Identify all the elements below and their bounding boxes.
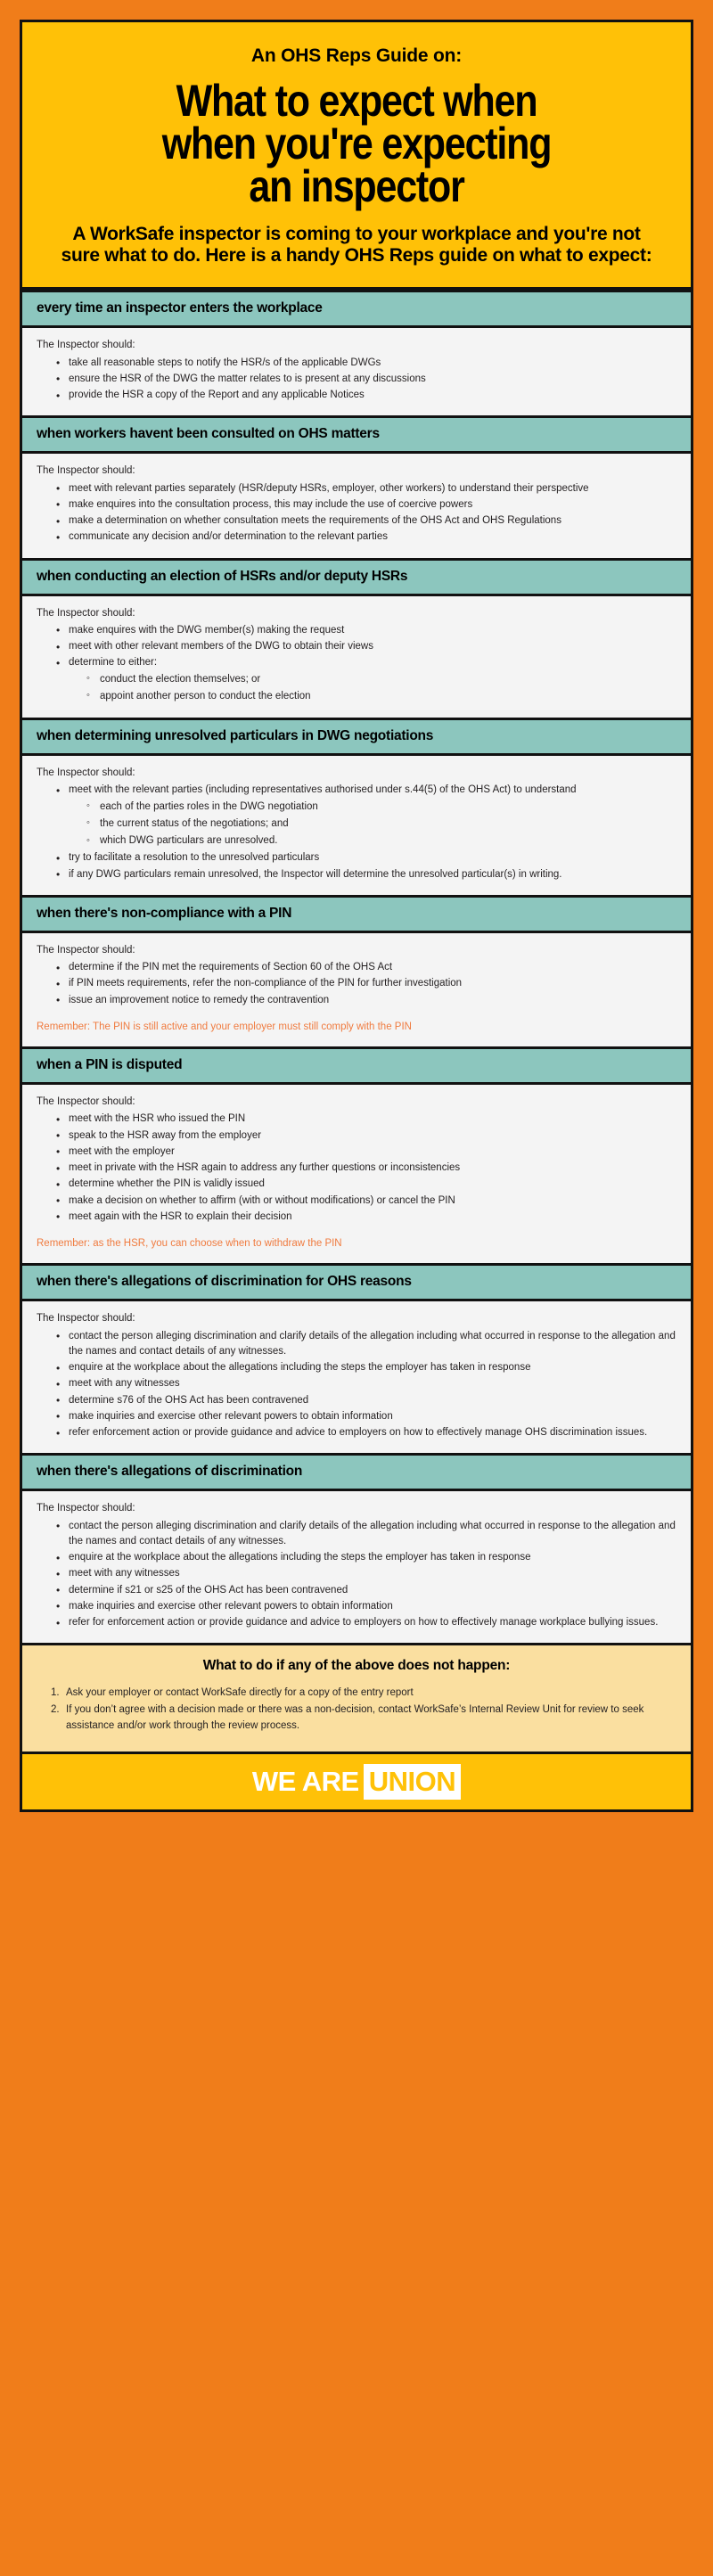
- bullet-item: [56, 623, 676, 638]
- headline-line-2: when you're expecting: [161, 119, 552, 168]
- remember-note: Remember: The PIN is still active and your employer must still comply with the PIN: [37, 1021, 412, 1032]
- bullet-text: issue an improvement notice to remedy the contravention: [69, 994, 330, 1005]
- bullet-list: [37, 783, 676, 882]
- header-headline: [91, 76, 623, 211]
- bullet-item: [56, 1583, 676, 1598]
- bullet-text: refer for enforcement action or provide guidance and advice to employers on how to effectively manage workplace bullying issues.: [69, 1617, 659, 1628]
- section-header: when there's allegations of discrimination: [22, 1453, 691, 1491]
- bullet-list: [37, 1519, 676, 1631]
- bullet-text: if PIN meets requirements, refer the non-compliance of the PIN for further investigation: [69, 978, 463, 989]
- bullet-item: [56, 1210, 676, 1225]
- bullet-text: speak to the HSR away from the employer: [69, 1129, 262, 1141]
- section-header: when conducting an election of HSRs and/or deputy HSRs: [22, 558, 691, 596]
- section-body: [22, 328, 691, 415]
- bullet-item: [56, 1360, 676, 1375]
- bullet-item: [56, 1161, 676, 1176]
- bullet-text: make inquiries and exercise other relevant powers to obtain information: [69, 1600, 393, 1612]
- bullet-item: [56, 850, 676, 866]
- section-lead: The Inspector should:: [37, 944, 135, 956]
- bullet-text: try to facilitate a resolution to the unresolved particulars: [69, 852, 320, 864]
- section-body: [22, 1491, 691, 1643]
- bullet-text: determine if the PIN met the requirements of Section 60 of the OHS Act: [69, 962, 393, 973]
- callout-title: What to do if any of the above does not happen:: [202, 1658, 511, 1674]
- bullet-item: [56, 1329, 676, 1360]
- bullet-text: make enquires with the DWG member(s) making the request: [69, 624, 345, 636]
- section-header: when a PIN is disputed: [22, 1046, 691, 1085]
- bullet-item: [56, 1425, 676, 1440]
- bullet-item: [56, 1376, 676, 1391]
- logo-union: UNION: [364, 1764, 461, 1800]
- callout-item: Ask your employer or contact WorkSafe directly for a copy of the entry report: [66, 1687, 414, 1699]
- bullet-text: make a decision on whether to affirm (with or without modifications) or cancel the PIN: [69, 1194, 455, 1206]
- section-header: when there's allegations of discrimination for OHS reasons: [22, 1263, 691, 1301]
- bullet-item: [56, 976, 676, 991]
- bullet-item: [56, 655, 676, 704]
- section-lead: The Inspector should:: [37, 767, 135, 779]
- section-body: [22, 596, 691, 718]
- callout-box: [22, 1643, 691, 1751]
- bullet-text: meet again with the HSR to explain their decision: [69, 1210, 292, 1222]
- bullet-item: [56, 1128, 676, 1144]
- callout-list: [38, 1686, 675, 1734]
- section-lead: The Inspector should:: [37, 1503, 135, 1514]
- bullet-item: [56, 783, 676, 849]
- bullet-item: [56, 497, 676, 513]
- bullet-list: [37, 356, 676, 404]
- bullet-list: [37, 960, 676, 1008]
- bullet-text: refer enforcement action or provide guidance and advice to employers on how to effectively manage OHS discrimination issues.: [69, 1427, 648, 1439]
- bullet-item: [56, 1409, 676, 1424]
- bullet-text: determine whether the PIN is validly issued: [69, 1178, 265, 1190]
- bullet-text: enquire at the workplace about the allegations including the steps the employer has taken in response: [69, 1552, 531, 1563]
- poster-header: [22, 22, 691, 290]
- bullet-text: make enquires into the consultation process, this may include the use of coercive powers: [69, 498, 473, 510]
- bullet-item: [56, 867, 676, 882]
- section-lead: The Inspector should:: [37, 1096, 135, 1108]
- bullet-item: [56, 356, 676, 371]
- sections-container: [22, 290, 691, 1643]
- bullet-item: [56, 372, 676, 387]
- bullet-text: take all reasonable steps to notify the HSR/s of the applicable DWGs: [69, 357, 381, 368]
- section-lead: The Inspector should:: [37, 465, 135, 477]
- bullet-list: [37, 1112, 676, 1225]
- bullet-item: [56, 1599, 676, 1614]
- section-lead: The Inspector should:: [37, 1313, 135, 1325]
- header-subhead: A WorkSafe inspector is coming to your workplace and you're not sure what to do. Here is a handy OHS Reps guide on what to expect:: [61, 224, 652, 266]
- headline-line-1: What to expect when: [176, 76, 537, 126]
- headline-line-3: an inspector: [249, 161, 464, 211]
- section-header: when there's non-compliance with a PIN: [22, 895, 691, 933]
- bullet-item: [56, 1194, 676, 1209]
- section-lead: The Inspector should:: [37, 607, 135, 619]
- bullet-text: determine if s21 or s25 of the OHS Act has been contravened: [69, 1584, 348, 1596]
- poster-card: [20, 20, 693, 1812]
- section-header: when determining unresolved particulars in DWG negotiations: [22, 718, 691, 756]
- bullet-text: meet with relevant parties separately (HSR/deputy HSRs, employer, other workers) to understand their perspective: [69, 482, 589, 494]
- bullet-item: [56, 1144, 676, 1160]
- bullet-item: [56, 1615, 676, 1630]
- sub-bullet-item: ◦ each of the parties roles in the DWG negotiation: [86, 800, 676, 815]
- bullet-text: enquire at the workplace about the allegations including the steps the employer has taken in response: [69, 1362, 531, 1374]
- bullet-item: [56, 960, 676, 975]
- bullet-list: [37, 481, 676, 546]
- bullet-item: [56, 1177, 676, 1192]
- bullet-text: ensure the HSR of the DWG the matter relates to is present at any discussions: [69, 373, 426, 384]
- bullet-item: [56, 639, 676, 654]
- bullet-text: meet with any witnesses: [69, 1568, 180, 1579]
- sub-bullet-list: [69, 672, 676, 705]
- bullet-text: meet with the HSR who issued the PIN: [69, 1113, 246, 1125]
- bullet-item: [56, 1519, 676, 1550]
- logo-we-are: WE ARE: [251, 1766, 359, 1798]
- bullet-item: [56, 1566, 676, 1581]
- bullet-text: meet with any witnesses: [69, 1378, 180, 1390]
- bullet-text: meet with other relevant members of the DWG to obtain their views: [69, 641, 373, 652]
- we-are-union-logo: [252, 1764, 461, 1800]
- bullet-text: determine s76 of the OHS Act has been contravened: [69, 1394, 309, 1406]
- bullet-item: [56, 481, 676, 496]
- section-lead: The Inspector should:: [37, 340, 135, 351]
- bullet-item: [56, 993, 676, 1008]
- bullet-item: [56, 1550, 676, 1565]
- sub-bullet-item: ◦ conduct the election themselves; or: [86, 672, 676, 687]
- section-body: [22, 1301, 691, 1453]
- callout-item: If you don’t agree with a decision made or there was a non-decision, contact WorkSafe’s Internal Review Unit for review to seek assistance and/or work through the review process.: [66, 1704, 644, 1732]
- section-body: [22, 1085, 691, 1263]
- sub-bullet-item: ◦ which DWG particulars are unresolved.: [86, 833, 676, 849]
- bullet-item: [56, 388, 676, 403]
- sub-bullet-item: ◦ the current status of the negotiations; and: [86, 816, 676, 832]
- section-body: [22, 756, 691, 895]
- remember-note: Remember: as the HSR, you can choose when to withdraw the PIN: [37, 1238, 342, 1250]
- section-header: every time an inspector enters the workplace: [22, 290, 691, 328]
- bullet-item: [56, 1112, 676, 1127]
- bullet-text: determine to either:: [69, 657, 158, 669]
- bullet-item: [56, 513, 676, 529]
- bullet-text: make a determination on whether consultation meets the requirements of the OHS Act and OHS Regulations: [69, 515, 561, 527]
- bullet-text: meet with the employer: [69, 1145, 175, 1157]
- bullet-text: meet in private with the HSR again to address any further questions or inconsistencies: [69, 1162, 461, 1174]
- header-kicker: An OHS Reps Guide on:: [250, 45, 463, 66]
- section-header: when workers havent been consulted on OHS matters: [22, 415, 691, 454]
- bullet-text: contact the person alleging discrimination and clarify details of the allegation including what occurred in response to the allegation and the names and contact details of any witnesses.: [69, 1330, 676, 1357]
- section-body: [22, 933, 691, 1046]
- bullet-list: [37, 1329, 676, 1441]
- bullet-item: [56, 1393, 676, 1408]
- bullet-text: provide the HSR a copy of the Report and any applicable Notices: [69, 390, 365, 401]
- bullet-text: make inquiries and exercise other relevant powers to obtain information: [69, 1410, 393, 1422]
- bullet-list: [37, 623, 676, 704]
- sub-bullet-list: [69, 800, 676, 849]
- bullet-text: contact the person alleging discrimination and clarify details of the allegation including what occurred in response to the allegation and the names and contact details of any witnesses.: [69, 1520, 676, 1546]
- bullet-item: [56, 529, 676, 545]
- bullet-text: communicate any decision and/or determination to the relevant parties: [69, 531, 388, 543]
- section-body: [22, 454, 691, 557]
- bullet-text: meet with the relevant parties (including representatives authorised under s.44(5) of the OHS Act) to understand: [69, 784, 577, 796]
- sub-bullet-item: ◦ appoint another person to conduct the election: [86, 689, 676, 704]
- bullet-text: if any DWG particulars remain unresolved, the Inspector will determine the unresolved particular(s) in writing.: [69, 868, 562, 880]
- union-footer-bar: [22, 1752, 691, 1809]
